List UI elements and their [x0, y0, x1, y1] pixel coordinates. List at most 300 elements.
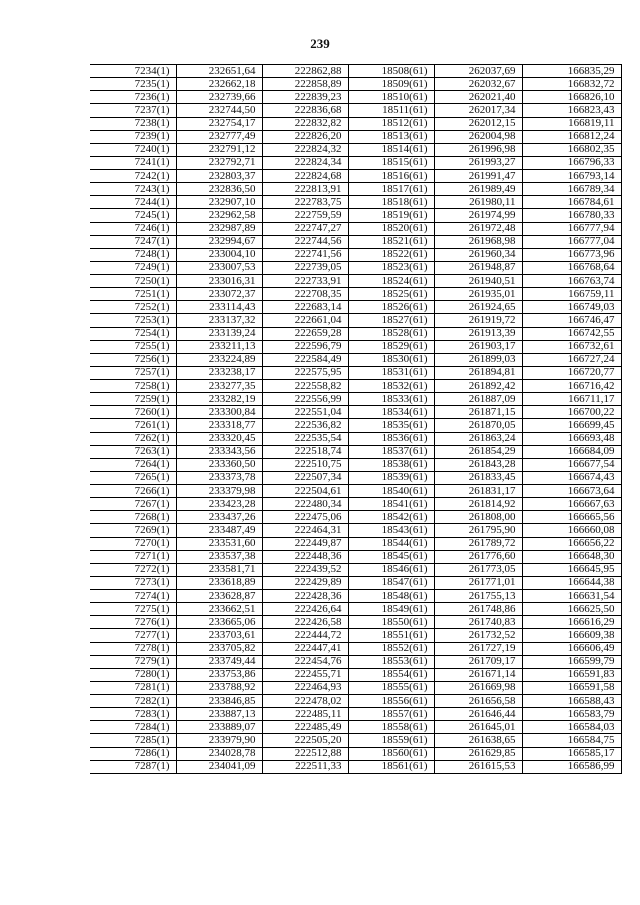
point-id-cell: 7265(1)	[90, 471, 176, 484]
x-coordinate-cell: 261808,00	[434, 511, 522, 524]
y-coordinate-cell: 166746,47	[522, 314, 621, 327]
y-coordinate-cell: 222551,04	[262, 406, 348, 419]
x-coordinate-cell: 232803,37	[176, 170, 262, 183]
x-coordinate-cell: 261924,65	[434, 301, 522, 314]
point-id-cell: 18520(61)	[348, 222, 434, 235]
table-row	[90, 563, 621, 576]
x-coordinate-cell: 261871,15	[434, 406, 522, 419]
x-coordinate-cell: 233139,24	[176, 327, 262, 340]
point-id-cell: 7285(1)	[90, 734, 176, 747]
x-coordinate-cell: 261709,17	[434, 655, 522, 668]
y-coordinate-cell: 166699,45	[522, 419, 621, 432]
point-id-cell: 7257(1)	[90, 366, 176, 379]
x-coordinate-cell: 233320,45	[176, 432, 262, 445]
y-coordinate-cell: 222448,36	[262, 550, 348, 563]
y-coordinate-cell: 222512,88	[262, 747, 348, 760]
x-coordinate-cell: 261795,90	[434, 524, 522, 537]
y-coordinate-cell: 166819,11	[522, 117, 621, 130]
table-row	[90, 143, 621, 156]
y-coordinate-cell: 166759,11	[522, 288, 621, 301]
table-row	[90, 366, 621, 379]
x-coordinate-cell: 261789,72	[434, 537, 522, 550]
point-id-cell: 7249(1)	[90, 261, 176, 274]
x-coordinate-cell: 262004,98	[434, 130, 522, 143]
x-coordinate-cell: 233211,13	[176, 340, 262, 353]
table-row	[90, 222, 621, 235]
point-id-cell: 7266(1)	[90, 485, 176, 498]
table-row	[90, 695, 621, 708]
point-id-cell: 7276(1)	[90, 616, 176, 629]
x-coordinate-cell: 261727,19	[434, 642, 522, 655]
point-id-cell: 7258(1)	[90, 380, 176, 393]
x-coordinate-cell: 261974,99	[434, 209, 522, 222]
point-id-cell: 7263(1)	[90, 445, 176, 458]
y-coordinate-cell: 166584,75	[522, 734, 621, 747]
y-coordinate-cell: 222480,34	[262, 498, 348, 511]
y-coordinate-cell: 222659,28	[262, 327, 348, 340]
point-id-cell: 7280(1)	[90, 668, 176, 681]
y-coordinate-cell: 166616,29	[522, 616, 621, 629]
point-id-cell: 18524(61)	[348, 275, 434, 288]
y-coordinate-cell: 222535,54	[262, 432, 348, 445]
table-row	[90, 668, 621, 681]
x-coordinate-cell: 233114,43	[176, 301, 262, 314]
point-id-cell: 18521(61)	[348, 235, 434, 248]
point-id-cell: 18526(61)	[348, 301, 434, 314]
x-coordinate-cell: 261991,47	[434, 170, 522, 183]
table-row	[90, 209, 621, 222]
y-coordinate-cell: 222558,82	[262, 380, 348, 393]
point-id-cell: 7243(1)	[90, 183, 176, 196]
x-coordinate-cell: 233753,86	[176, 668, 262, 681]
table-row	[90, 471, 621, 484]
x-coordinate-cell: 234041,09	[176, 760, 262, 773]
y-coordinate-cell: 222824,68	[262, 170, 348, 183]
point-id-cell: 7240(1)	[90, 143, 176, 156]
x-coordinate-cell: 261776,60	[434, 550, 522, 563]
y-coordinate-cell: 222556,99	[262, 393, 348, 406]
table-row	[90, 721, 621, 734]
y-coordinate-cell: 222596,79	[262, 340, 348, 353]
point-id-cell: 18510(61)	[348, 91, 434, 104]
x-coordinate-cell: 262032,67	[434, 78, 522, 91]
y-coordinate-cell: 166793,14	[522, 170, 621, 183]
x-coordinate-cell: 232792,71	[176, 156, 262, 169]
point-id-cell: 18531(61)	[348, 366, 434, 379]
point-id-cell: 18534(61)	[348, 406, 434, 419]
x-coordinate-cell: 233662,51	[176, 603, 262, 616]
y-coordinate-cell: 166826,10	[522, 91, 621, 104]
x-coordinate-cell: 233423,28	[176, 498, 262, 511]
y-coordinate-cell: 166609,38	[522, 629, 621, 642]
point-id-cell: 7245(1)	[90, 209, 176, 222]
x-coordinate-cell: 262037,69	[434, 65, 522, 78]
x-coordinate-cell: 261615,53	[434, 760, 522, 773]
x-coordinate-cell: 261993,27	[434, 156, 522, 169]
table-row	[90, 550, 621, 563]
table-row	[90, 445, 621, 458]
point-id-cell: 18552(61)	[348, 642, 434, 655]
x-coordinate-cell: 261980,11	[434, 196, 522, 209]
point-id-cell: 7259(1)	[90, 393, 176, 406]
y-coordinate-cell: 166665,56	[522, 511, 621, 524]
x-coordinate-cell: 233437,26	[176, 511, 262, 524]
point-id-cell: 7241(1)	[90, 156, 176, 169]
table-row	[90, 130, 621, 143]
point-id-cell: 7281(1)	[90, 681, 176, 694]
y-coordinate-cell: 222455,71	[262, 668, 348, 681]
y-coordinate-cell: 166648,30	[522, 550, 621, 563]
point-id-cell: 18515(61)	[348, 156, 434, 169]
x-coordinate-cell: 262017,34	[434, 104, 522, 117]
table-row	[90, 156, 621, 169]
y-coordinate-cell: 222733,91	[262, 275, 348, 288]
table-body	[90, 65, 621, 774]
y-coordinate-cell: 222584,49	[262, 353, 348, 366]
x-coordinate-cell: 232739,66	[176, 91, 262, 104]
point-id-cell: 18538(61)	[348, 458, 434, 471]
x-coordinate-cell: 234028,78	[176, 747, 262, 760]
table-row	[90, 65, 621, 78]
x-coordinate-cell: 262021,40	[434, 91, 522, 104]
point-id-cell: 7242(1)	[90, 170, 176, 183]
x-coordinate-cell: 261831,17	[434, 485, 522, 498]
y-coordinate-cell: 222862,88	[262, 65, 348, 78]
y-coordinate-cell: 222739,05	[262, 261, 348, 274]
table-row	[90, 406, 621, 419]
point-id-cell: 7246(1)	[90, 222, 176, 235]
x-coordinate-cell: 261960,34	[434, 248, 522, 261]
point-id-cell: 18543(61)	[348, 524, 434, 537]
y-coordinate-cell: 166625,50	[522, 603, 621, 616]
x-coordinate-cell: 233487,49	[176, 524, 262, 537]
x-coordinate-cell: 261732,52	[434, 629, 522, 642]
table-row	[90, 708, 621, 721]
point-id-cell: 18530(61)	[348, 353, 434, 366]
point-id-cell: 18535(61)	[348, 419, 434, 432]
y-coordinate-cell: 166586,99	[522, 760, 621, 773]
point-id-cell: 7253(1)	[90, 314, 176, 327]
point-id-cell: 18517(61)	[348, 183, 434, 196]
point-id-cell: 18518(61)	[348, 196, 434, 209]
y-coordinate-cell: 166777,94	[522, 222, 621, 235]
y-coordinate-cell: 222747,27	[262, 222, 348, 235]
table-row	[90, 301, 621, 314]
y-coordinate-cell: 222759,59	[262, 209, 348, 222]
table-row	[90, 524, 621, 537]
x-coordinate-cell: 233887,13	[176, 708, 262, 721]
point-id-cell: 7247(1)	[90, 235, 176, 248]
x-coordinate-cell: 261913,39	[434, 327, 522, 340]
x-coordinate-cell: 233300,84	[176, 406, 262, 419]
x-coordinate-cell: 261968,98	[434, 235, 522, 248]
x-coordinate-cell: 233628,87	[176, 590, 262, 603]
y-coordinate-cell: 166660,08	[522, 524, 621, 537]
x-coordinate-cell: 233618,89	[176, 576, 262, 589]
y-coordinate-cell: 222444,72	[262, 629, 348, 642]
x-coordinate-cell: 261748,86	[434, 603, 522, 616]
table-row	[90, 629, 621, 642]
y-coordinate-cell: 222824,32	[262, 143, 348, 156]
x-coordinate-cell: 233282,19	[176, 393, 262, 406]
point-id-cell: 7236(1)	[90, 91, 176, 104]
table-row	[90, 78, 621, 91]
point-id-cell: 18558(61)	[348, 721, 434, 734]
y-coordinate-cell: 166784,61	[522, 196, 621, 209]
x-coordinate-cell: 261645,01	[434, 721, 522, 734]
y-coordinate-cell: 166711,17	[522, 393, 621, 406]
table-row	[90, 681, 621, 694]
point-id-cell: 7282(1)	[90, 695, 176, 708]
table-row	[90, 734, 621, 747]
y-coordinate-cell: 166588,43	[522, 695, 621, 708]
y-coordinate-cell: 166584,03	[522, 721, 621, 734]
point-id-cell: 18553(61)	[348, 655, 434, 668]
point-id-cell: 18519(61)	[348, 209, 434, 222]
y-coordinate-cell: 222439,52	[262, 563, 348, 576]
y-coordinate-cell: 166823,43	[522, 104, 621, 117]
point-id-cell: 7254(1)	[90, 327, 176, 340]
y-coordinate-cell: 166777,04	[522, 235, 621, 248]
y-coordinate-cell: 166732,61	[522, 340, 621, 353]
x-coordinate-cell: 232994,67	[176, 235, 262, 248]
table-row	[90, 117, 621, 130]
y-coordinate-cell: 222464,93	[262, 681, 348, 694]
point-id-cell: 7237(1)	[90, 104, 176, 117]
y-coordinate-cell: 222428,36	[262, 590, 348, 603]
y-coordinate-cell: 166742,55	[522, 327, 621, 340]
y-coordinate-cell: 166720,77	[522, 366, 621, 379]
y-coordinate-cell: 222504,61	[262, 485, 348, 498]
x-coordinate-cell: 232777,49	[176, 130, 262, 143]
x-coordinate-cell: 261638,65	[434, 734, 522, 747]
y-coordinate-cell: 166656,22	[522, 537, 621, 550]
point-id-cell: 18540(61)	[348, 485, 434, 498]
point-id-cell: 7274(1)	[90, 590, 176, 603]
point-id-cell: 18544(61)	[348, 537, 434, 550]
y-coordinate-cell: 222824,34	[262, 156, 348, 169]
point-id-cell: 18528(61)	[348, 327, 434, 340]
point-id-cell: 18525(61)	[348, 288, 434, 301]
x-coordinate-cell: 233318,77	[176, 419, 262, 432]
point-id-cell: 18522(61)	[348, 248, 434, 261]
y-coordinate-cell: 166812,24	[522, 130, 621, 143]
point-id-cell: 7234(1)	[90, 65, 176, 78]
table-row	[90, 642, 621, 655]
y-coordinate-cell: 222575,95	[262, 366, 348, 379]
point-id-cell: 7262(1)	[90, 432, 176, 445]
table-row	[90, 419, 621, 432]
table-row	[90, 288, 621, 301]
table-row	[90, 327, 621, 340]
y-coordinate-cell: 166591,58	[522, 681, 621, 694]
y-coordinate-cell: 166606,49	[522, 642, 621, 655]
y-coordinate-cell: 166585,17	[522, 747, 621, 760]
y-coordinate-cell: 166835,29	[522, 65, 621, 78]
point-id-cell: 7250(1)	[90, 275, 176, 288]
y-coordinate-cell: 222708,35	[262, 288, 348, 301]
point-id-cell: 7278(1)	[90, 642, 176, 655]
x-coordinate-cell: 233979,90	[176, 734, 262, 747]
page-number: 239	[310, 36, 330, 51]
y-coordinate-cell: 166700,22	[522, 406, 621, 419]
x-coordinate-cell: 261773,05	[434, 563, 522, 576]
x-coordinate-cell: 261892,42	[434, 380, 522, 393]
y-coordinate-cell: 222813,91	[262, 183, 348, 196]
point-id-cell: 7269(1)	[90, 524, 176, 537]
point-id-cell: 18545(61)	[348, 550, 434, 563]
coordinates-table	[90, 64, 622, 774]
table-row	[90, 393, 621, 406]
y-coordinate-cell: 222741,56	[262, 248, 348, 261]
x-coordinate-cell: 233703,61	[176, 629, 262, 642]
y-coordinate-cell: 222426,64	[262, 603, 348, 616]
point-id-cell: 7271(1)	[90, 550, 176, 563]
point-id-cell: 18561(61)	[348, 760, 434, 773]
y-coordinate-cell: 166583,79	[522, 708, 621, 721]
x-coordinate-cell: 233665,06	[176, 616, 262, 629]
y-coordinate-cell: 166667,63	[522, 498, 621, 511]
y-coordinate-cell: 166749,03	[522, 301, 621, 314]
y-coordinate-cell: 222836,68	[262, 104, 348, 117]
point-id-cell: 18536(61)	[348, 432, 434, 445]
point-id-cell: 7264(1)	[90, 458, 176, 471]
point-id-cell: 7256(1)	[90, 353, 176, 366]
point-id-cell: 7284(1)	[90, 721, 176, 734]
x-coordinate-cell: 261919,72	[434, 314, 522, 327]
x-coordinate-cell: 261935,01	[434, 288, 522, 301]
x-coordinate-cell: 233373,78	[176, 471, 262, 484]
x-coordinate-cell: 233016,31	[176, 275, 262, 288]
y-coordinate-cell: 222505,20	[262, 734, 348, 747]
table-row	[90, 747, 621, 760]
y-coordinate-cell: 222511,33	[262, 760, 348, 773]
table-row	[90, 104, 621, 117]
point-id-cell: 18550(61)	[348, 616, 434, 629]
y-coordinate-cell: 166780,33	[522, 209, 621, 222]
x-coordinate-cell: 261671,14	[434, 668, 522, 681]
point-id-cell: 18549(61)	[348, 603, 434, 616]
point-id-cell: 7261(1)	[90, 419, 176, 432]
x-coordinate-cell: 261771,01	[434, 576, 522, 589]
point-id-cell: 18557(61)	[348, 708, 434, 721]
table-row	[90, 196, 621, 209]
point-id-cell: 7248(1)	[90, 248, 176, 261]
y-coordinate-cell: 166599,79	[522, 655, 621, 668]
point-id-cell: 18559(61)	[348, 734, 434, 747]
x-coordinate-cell: 233788,92	[176, 681, 262, 694]
point-id-cell: 18529(61)	[348, 340, 434, 353]
y-coordinate-cell: 166727,24	[522, 353, 621, 366]
point-id-cell: 18542(61)	[348, 511, 434, 524]
y-coordinate-cell: 166796,33	[522, 156, 621, 169]
x-coordinate-cell: 233531,60	[176, 537, 262, 550]
point-id-cell: 18554(61)	[348, 668, 434, 681]
table-row	[90, 485, 621, 498]
point-id-cell: 7277(1)	[90, 629, 176, 642]
point-id-cell: 7275(1)	[90, 603, 176, 616]
x-coordinate-cell: 261629,85	[434, 747, 522, 760]
x-coordinate-cell: 233137,32	[176, 314, 262, 327]
point-id-cell: 18556(61)	[348, 695, 434, 708]
x-coordinate-cell: 233004,10	[176, 248, 262, 261]
x-coordinate-cell: 261656,58	[434, 695, 522, 708]
table-row	[90, 498, 621, 511]
y-coordinate-cell: 222858,89	[262, 78, 348, 91]
x-coordinate-cell: 232907,10	[176, 196, 262, 209]
point-id-cell: 7244(1)	[90, 196, 176, 209]
point-id-cell: 18533(61)	[348, 393, 434, 406]
point-id-cell: 18509(61)	[348, 78, 434, 91]
y-coordinate-cell: 222839,23	[262, 91, 348, 104]
y-coordinate-cell: 166716,42	[522, 380, 621, 393]
point-id-cell: 7273(1)	[90, 576, 176, 589]
table-row	[90, 170, 621, 183]
point-id-cell: 7255(1)	[90, 340, 176, 353]
x-coordinate-cell: 233379,98	[176, 485, 262, 498]
point-id-cell: 7252(1)	[90, 301, 176, 314]
x-coordinate-cell: 261854,29	[434, 445, 522, 458]
x-coordinate-cell: 233537,38	[176, 550, 262, 563]
point-id-cell: 18560(61)	[348, 747, 434, 760]
point-id-cell: 7279(1)	[90, 655, 176, 668]
y-coordinate-cell: 166631,54	[522, 590, 621, 603]
x-coordinate-cell: 261843,28	[434, 458, 522, 471]
x-coordinate-cell: 232651,64	[176, 65, 262, 78]
table-row	[90, 91, 621, 104]
point-id-cell: 18511(61)	[348, 104, 434, 117]
x-coordinate-cell: 261755,13	[434, 590, 522, 603]
point-id-cell: 7286(1)	[90, 747, 176, 760]
table-row	[90, 248, 621, 261]
y-coordinate-cell: 222447,41	[262, 642, 348, 655]
table-row	[90, 314, 621, 327]
x-coordinate-cell: 233749,44	[176, 655, 262, 668]
point-id-cell: 18532(61)	[348, 380, 434, 393]
y-coordinate-cell: 222832,82	[262, 117, 348, 130]
y-coordinate-cell: 222744,56	[262, 235, 348, 248]
y-coordinate-cell: 166802,35	[522, 143, 621, 156]
x-coordinate-cell: 232744,50	[176, 104, 262, 117]
point-id-cell: 7272(1)	[90, 563, 176, 576]
point-id-cell: 18523(61)	[348, 261, 434, 274]
point-id-cell: 18541(61)	[348, 498, 434, 511]
table-row	[90, 760, 621, 773]
x-coordinate-cell: 261903,17	[434, 340, 522, 353]
table-row	[90, 655, 621, 668]
point-id-cell: 7239(1)	[90, 130, 176, 143]
table-row	[90, 603, 621, 616]
y-coordinate-cell: 166773,96	[522, 248, 621, 261]
x-coordinate-cell: 261646,44	[434, 708, 522, 721]
y-coordinate-cell: 166677,54	[522, 458, 621, 471]
x-coordinate-cell: 261948,87	[434, 261, 522, 274]
y-coordinate-cell: 222475,06	[262, 511, 348, 524]
x-coordinate-cell: 261899,03	[434, 353, 522, 366]
table-row	[90, 353, 621, 366]
point-id-cell: 18555(61)	[348, 681, 434, 694]
y-coordinate-cell: 166789,34	[522, 183, 621, 196]
point-id-cell: 18551(61)	[348, 629, 434, 642]
point-id-cell: 7238(1)	[90, 117, 176, 130]
point-id-cell: 18537(61)	[348, 445, 434, 458]
y-coordinate-cell: 222518,74	[262, 445, 348, 458]
x-coordinate-cell: 261989,49	[434, 183, 522, 196]
point-id-cell: 7270(1)	[90, 537, 176, 550]
x-coordinate-cell: 233277,35	[176, 380, 262, 393]
x-coordinate-cell: 261940,51	[434, 275, 522, 288]
x-coordinate-cell: 261870,05	[434, 419, 522, 432]
